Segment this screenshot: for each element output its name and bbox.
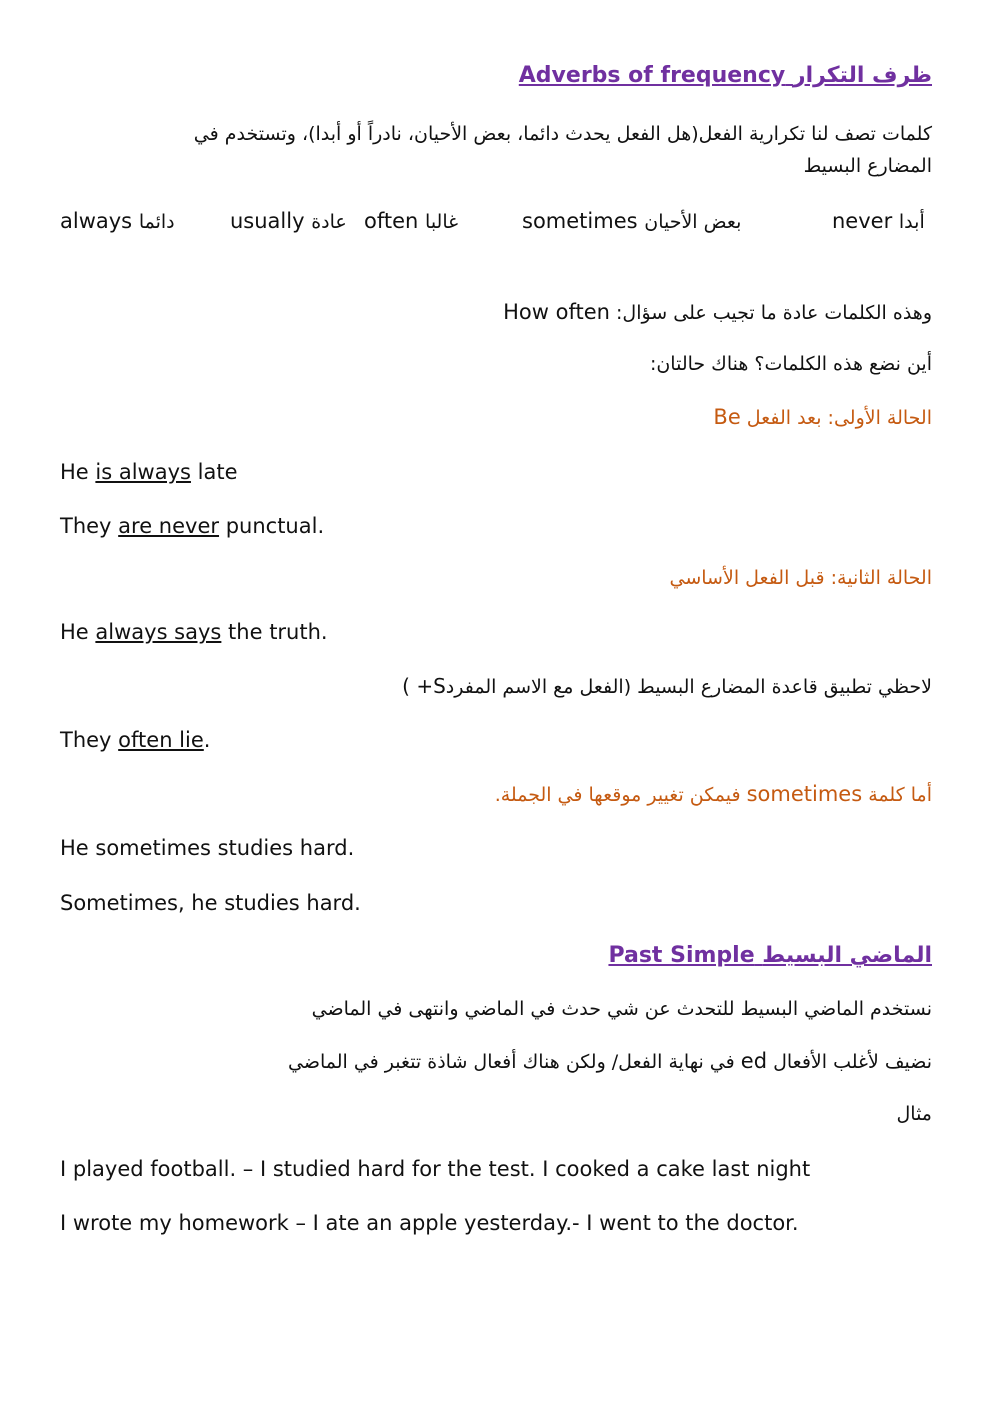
how-often-line: وهذه الكلمات عادة ما تجيب على سؤال: How often	[503, 300, 932, 324]
adverb-never: never أبدا	[832, 209, 925, 233]
intro-line-2: المضارع البسيط	[803, 155, 932, 177]
example-4: They often lie.	[60, 728, 211, 752]
adverb-always: always دائما	[60, 209, 175, 233]
heading-arabic: ظرف التكرار	[792, 63, 932, 88]
adverb-usually: usually عادة	[230, 209, 347, 233]
sometimes-note: أما كلمة sometimes فيمكن تغيير موقعها في الجملة.	[494, 782, 932, 806]
past-simple-ed-rule: نضيف لأغلب الأفعال ed في نهاية الفعل/ ولكن هناك أفعال شاذة تتغبر في الماضي	[288, 1049, 932, 1073]
case-1-label: الحالة الأولى: بعد الفعل Be	[713, 405, 932, 429]
example-8: I wrote my homework – I ate an apple yesterday.- I went to the doctor.	[60, 1211, 799, 1235]
heading-adverbs-of-frequency	[519, 62, 932, 90]
heading-past-simple	[608, 942, 932, 970]
example-label: مثال	[896, 1103, 932, 1125]
simple-present-note: لاحظي تطبيق قاعدة المضارع البسيط (الفعل مع الاسم المفردS+ )	[402, 674, 932, 698]
example-3: He always says the truth.	[60, 620, 328, 644]
example-5: He sometimes studies hard.	[60, 836, 355, 860]
intro-line-1: كلمات تصف لنا تكرارية الفعل(هل الفعل يحدث دائما، بعض الأحيان، نادراً أو أبدا)، وتستخدم في	[193, 123, 932, 145]
where-question: أين نضع هذه الكلمات؟ هناك حالتان:	[649, 353, 932, 375]
heading-arabic: الماضي البسيط	[762, 943, 932, 968]
heading-english: Adverbs of frequency	[518, 63, 786, 88]
case-2-label: الحالة الثانية: قبل الفعل الأساسي	[669, 567, 932, 589]
example-2: They are never punctual.	[60, 514, 325, 538]
heading-english: Past Simple	[608, 943, 755, 968]
example-7: I played football. – I studied hard for the test. I cooked a cake last night	[60, 1157, 811, 1181]
example-1: He is always late	[60, 460, 238, 484]
past-simple-use: نستخدم الماضي البسيط للتحدث عن شي حدث في الماضي وانتهى في الماضي	[311, 998, 932, 1020]
adverb-often: often غالبا	[364, 209, 459, 233]
example-6: Sometimes, he studies hard.	[60, 891, 361, 915]
adverb-sometimes: sometimes بعض الأحيان	[522, 209, 742, 233]
